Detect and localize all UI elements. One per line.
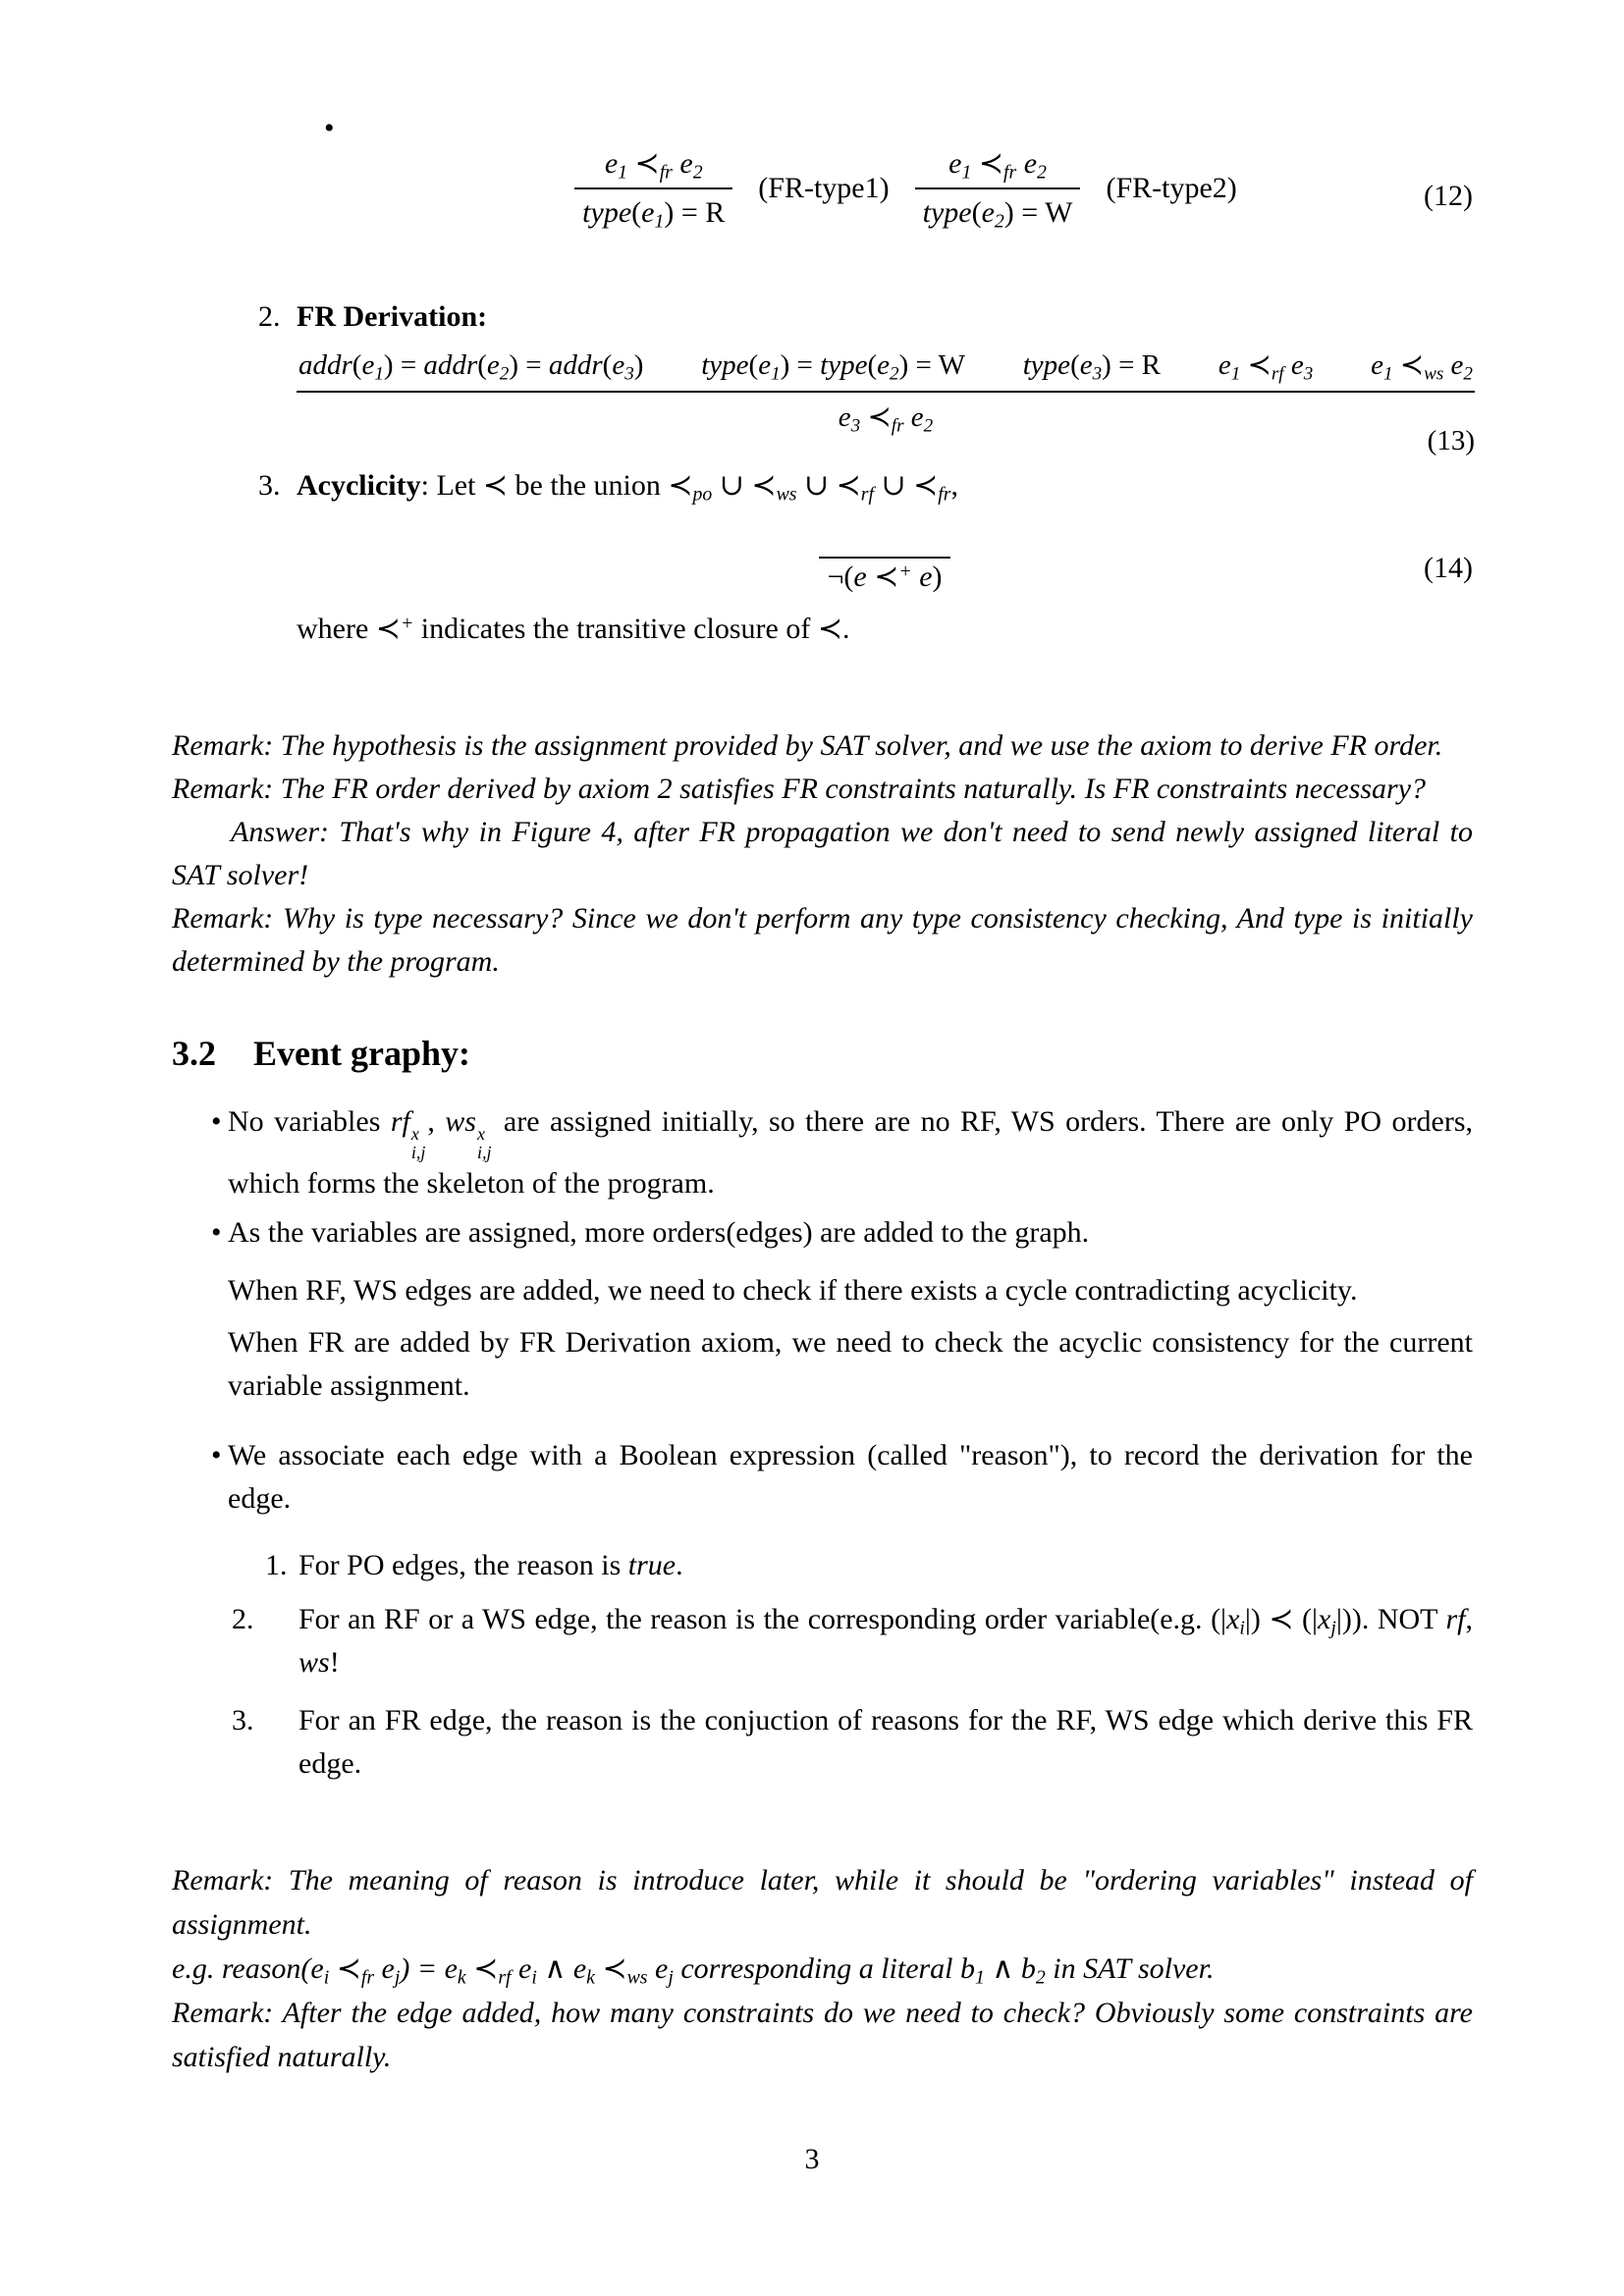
premise-addr: $addr(e_1)$ = $addr(e_2)$ = $addr(e_3)$: [298, 349, 644, 385]
equation-13: [297, 346, 1475, 456]
section-number: 3.2: [172, 1034, 216, 1073]
remark-hypothesis: Remark: The hypothesis is the assignment provided by SAT solver, and we use the axiom to derive FR order.: [172, 729, 1443, 762]
item-number: 3.: [232, 1704, 254, 1736]
acyclicity-axiom: [819, 557, 949, 593]
remarks-bottom: [172, 1858, 1473, 2079]
bullet-text: As the variables are assigned, more orders(edges) are added to the graph.: [228, 1216, 1090, 1249]
item-label: Acyclicity: [297, 469, 421, 502]
bullet-text: We associate each edge with a Boolean expression (called "reason"), to record the derivation for the edge.: [228, 1439, 1473, 1515]
paragraph-fr-check: When FR are added by FR Derivation axiom, we need to check the acyclic consistency for the current variable assignment.: [228, 1326, 1473, 1402]
bullet-icon: •: [211, 1216, 222, 1249]
fr-type2-label: (FR-type2): [1106, 172, 1237, 204]
item-number: 3.: [258, 469, 281, 502]
fr-type2-conclusion: $type(e_2) = W$: [922, 196, 1073, 233]
premise-type-r: $type(e_3) = R$: [1022, 349, 1162, 385]
remark-meaning: Remark: The meaning of reason is introduce later, while it should be "ordering variables" instead of assignment.: [172, 1864, 1473, 1941]
bullet-icon: •: [324, 112, 335, 144]
premise-type-w: $type(e_1)$ = $type(e_2) = W$: [701, 349, 965, 385]
bullet-no-variables: [211, 1100, 1474, 1205]
list-item-acyclicity: [258, 464, 958, 507]
item-label: FR Derivation:: [297, 300, 488, 333]
fr-derivation-rule: [297, 346, 1475, 437]
list-item-fr-derivation: [258, 295, 487, 339]
acyclicity-conclusion: ¬(e ≺+ e): [827, 560, 943, 593]
bullet-variables-assigned: [211, 1211, 1473, 1255]
equation-14: [297, 552, 1473, 593]
fr-type1-label: (FR-type1): [758, 172, 890, 204]
fr-type2-rule: [915, 146, 1081, 231]
remark-answer: Answer: That's why in Figure 4, after FR propagation we don't need to send newly assigned literal to SAT solver!: [172, 816, 1473, 891]
equation-12-number: (12): [1424, 180, 1473, 212]
item-line: [232, 1699, 1473, 1786]
item-number: 2.: [258, 300, 281, 333]
sublist-item-rf-ws: [232, 1598, 1473, 1684]
paragraph-rf-ws-check: When RF, WS edges are added, we need to check if there exists a cycle contradicting acyclicity.: [228, 1274, 1358, 1307]
sublist-item-fr: [232, 1699, 1473, 1786]
fr-type1-conclusion: $type(e_1) = R$: [582, 196, 726, 233]
fr-type1-rule: [574, 146, 732, 231]
section-heading: [172, 1032, 470, 1075]
equation-13-number: (13): [1427, 425, 1475, 456]
equation-12: [339, 146, 1473, 231]
bullet-reason: [211, 1434, 1473, 1521]
item-text: For an RF or a WS edge, the reason is the corresponding order variable(e.g. $(|x_i|)$ ≺ $(|x_j|)$). NOT rf, ws!: [298, 1603, 1473, 1679]
item-line: [232, 1598, 1473, 1684]
bullet-text: No variables rf x i,j , ws x i,j are assigned initially, so there are no RF, WS orders. There are only PO orders, which forms the skeleton of the program.: [228, 1105, 1474, 1200]
fr-type1-premise: $e_1$ $≺_{fr}$ $e_2$: [604, 147, 703, 184]
page-number: 3: [804, 2143, 820, 2175]
premise-ws: $e_1$ $≺_{ws}$ $e_2$: [1371, 349, 1473, 385]
fr-derivation-conclusion: $e_3$ $≺_{fr}$ $e_2$: [838, 401, 934, 437]
item-text: For an FR edge, the reason is the conjuction of reasons for the RF, WS edge which derive this FR edge.: [298, 1704, 1473, 1780]
remark-example: e.g. $reason(e_i$ $≺_{fr}$ $e_j) = e_k$ $≺_{rf}$ $e_i$ ∧ $e_k$ $≺_{ws}$ $e_j$ corresponding a literal $b_1$ ∧ $b_2$ in SAT solver.: [172, 1952, 1215, 1989]
fr-type2-premise: $e_1$ $≺_{fr}$ $e_2$: [948, 147, 1047, 184]
bullet-icon: •: [211, 1105, 222, 1138]
item-number: 1.: [265, 1549, 288, 1581]
remark-type: Remark: Why is type necessary? Since we don't perform any type consistency checking, And type is initially determined by the program.: [172, 902, 1473, 978]
remark-fr-order: Remark: The FR order derived by axiom 2 satisfies FR constraints naturally. Is FR constraints necessary?: [172, 773, 1427, 805]
remark-constraints: Remark: After the edge added, how many constraints do we need to check? Obviously some constraints are satisfied naturally.: [172, 1997, 1473, 2073]
where-clause: where ≺+ indicates the transitive closure of ≺.: [297, 613, 850, 645]
fr-derivation-premises: [297, 346, 1475, 391]
item-text: : Let ≺ be the union $≺_{po}$ ∪ $≺_{ws}$ ∪ $≺_{rf}$ ∪ $≺_{fr}$,: [420, 469, 958, 506]
equation-14-number: (14): [1424, 552, 1473, 584]
remarks-top: [172, 724, 1473, 984]
premise-rf: $e_1$ $≺_{rf}$ $e_3$: [1218, 349, 1314, 385]
lone-bullet-marker: [324, 112, 335, 145]
item-number: 2.: [232, 1603, 254, 1635]
bullet-icon: •: [211, 1439, 222, 1471]
sublist-item-po: [265, 1544, 1473, 1587]
acyclicity-rule: [297, 552, 1473, 593]
section-title: Event graphy:: [253, 1034, 471, 1073]
item-text: For PO edges, the reason is true.: [298, 1549, 683, 1581]
equation-12-body: [339, 146, 1473, 231]
